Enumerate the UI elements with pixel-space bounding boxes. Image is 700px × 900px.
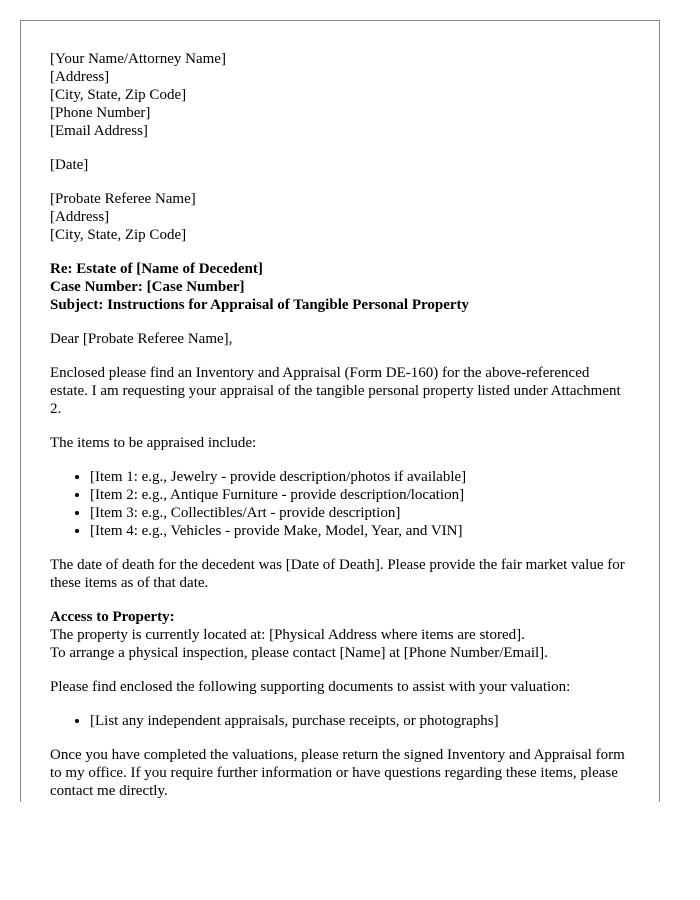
case-number-line: Case Number: [Case Number] (50, 279, 245, 295)
letter-content (50, 50, 630, 802)
intro-paragraph: Enclosed please find an Inventory and Appraisal (Form DE-160) for the above-referenced estate. I am requesting your appraisal of the tangible personal property listed under Attachment 2. (50, 365, 621, 417)
sender-city-state-zip: [City, State, Zip Code] (50, 87, 187, 103)
re-line: Re: Estate of [Name of Decedent] (50, 261, 263, 277)
subject-line: Subject: Instructions for Appraisal of Tangible Personal Property (50, 297, 470, 313)
access-contact: To arrange a physical inspection, please contact [Name] at [Phone Number/Email]. (50, 645, 548, 661)
date-block (50, 156, 630, 174)
recipient-block (50, 190, 630, 244)
recipient-name: [Probate Referee Name] (50, 191, 196, 207)
items-intro: The items to be appraised include: (50, 435, 257, 451)
access-heading: Access to Property: (50, 609, 175, 625)
sender-phone: [Phone Number] (50, 105, 151, 121)
recipient-city-state-zip: [City, State, Zip Code] (50, 227, 187, 243)
list-item: • [Item 2: e.g., Antique Furniture - provide description/location] (90, 486, 630, 504)
docs-list (50, 712, 630, 730)
list-item: • [Item 1: e.g., Jewelry - provide description/photos if available] (90, 468, 630, 486)
sender-email: [Email Address] (50, 123, 148, 139)
letter-page (20, 20, 660, 802)
docs-intro: Please find enclosed the following supporting documents to assist with your valuation: (50, 679, 571, 695)
access-location: The property is currently located at: [Physical Address where items are stored]. (50, 627, 525, 643)
salutation: Dear [Probate Referee Name], (50, 331, 233, 347)
recipient-address: [Address] (50, 209, 110, 225)
closing-paragraph: Once you have completed the valuations, please return the signed Inventory and Appraisal form to my office. If you require further information or have questions regarding these items, please contact me directly. (50, 747, 625, 799)
sender-name: [Your Name/Attorney Name] (50, 51, 226, 67)
date-of-death-paragraph: The date of death for the decedent was [Date of Death]. Please provide the fair market value for these items as of that date. (50, 557, 625, 591)
list-item: • [Item 4: e.g., Vehicles - provide Make, Model, Year, and VIN] (90, 522, 630, 540)
sender-address: [Address] (50, 69, 110, 85)
letter-date: [Date] (50, 157, 89, 173)
items-list (50, 468, 630, 540)
sender-block (50, 50, 630, 140)
list-item: • [List any independent appraisals, purchase receipts, or photographs] (90, 712, 630, 730)
list-item: • [Item 3: e.g., Collectibles/Art - provide description] (90, 504, 630, 522)
access-block (50, 608, 630, 662)
reference-block (50, 260, 630, 314)
